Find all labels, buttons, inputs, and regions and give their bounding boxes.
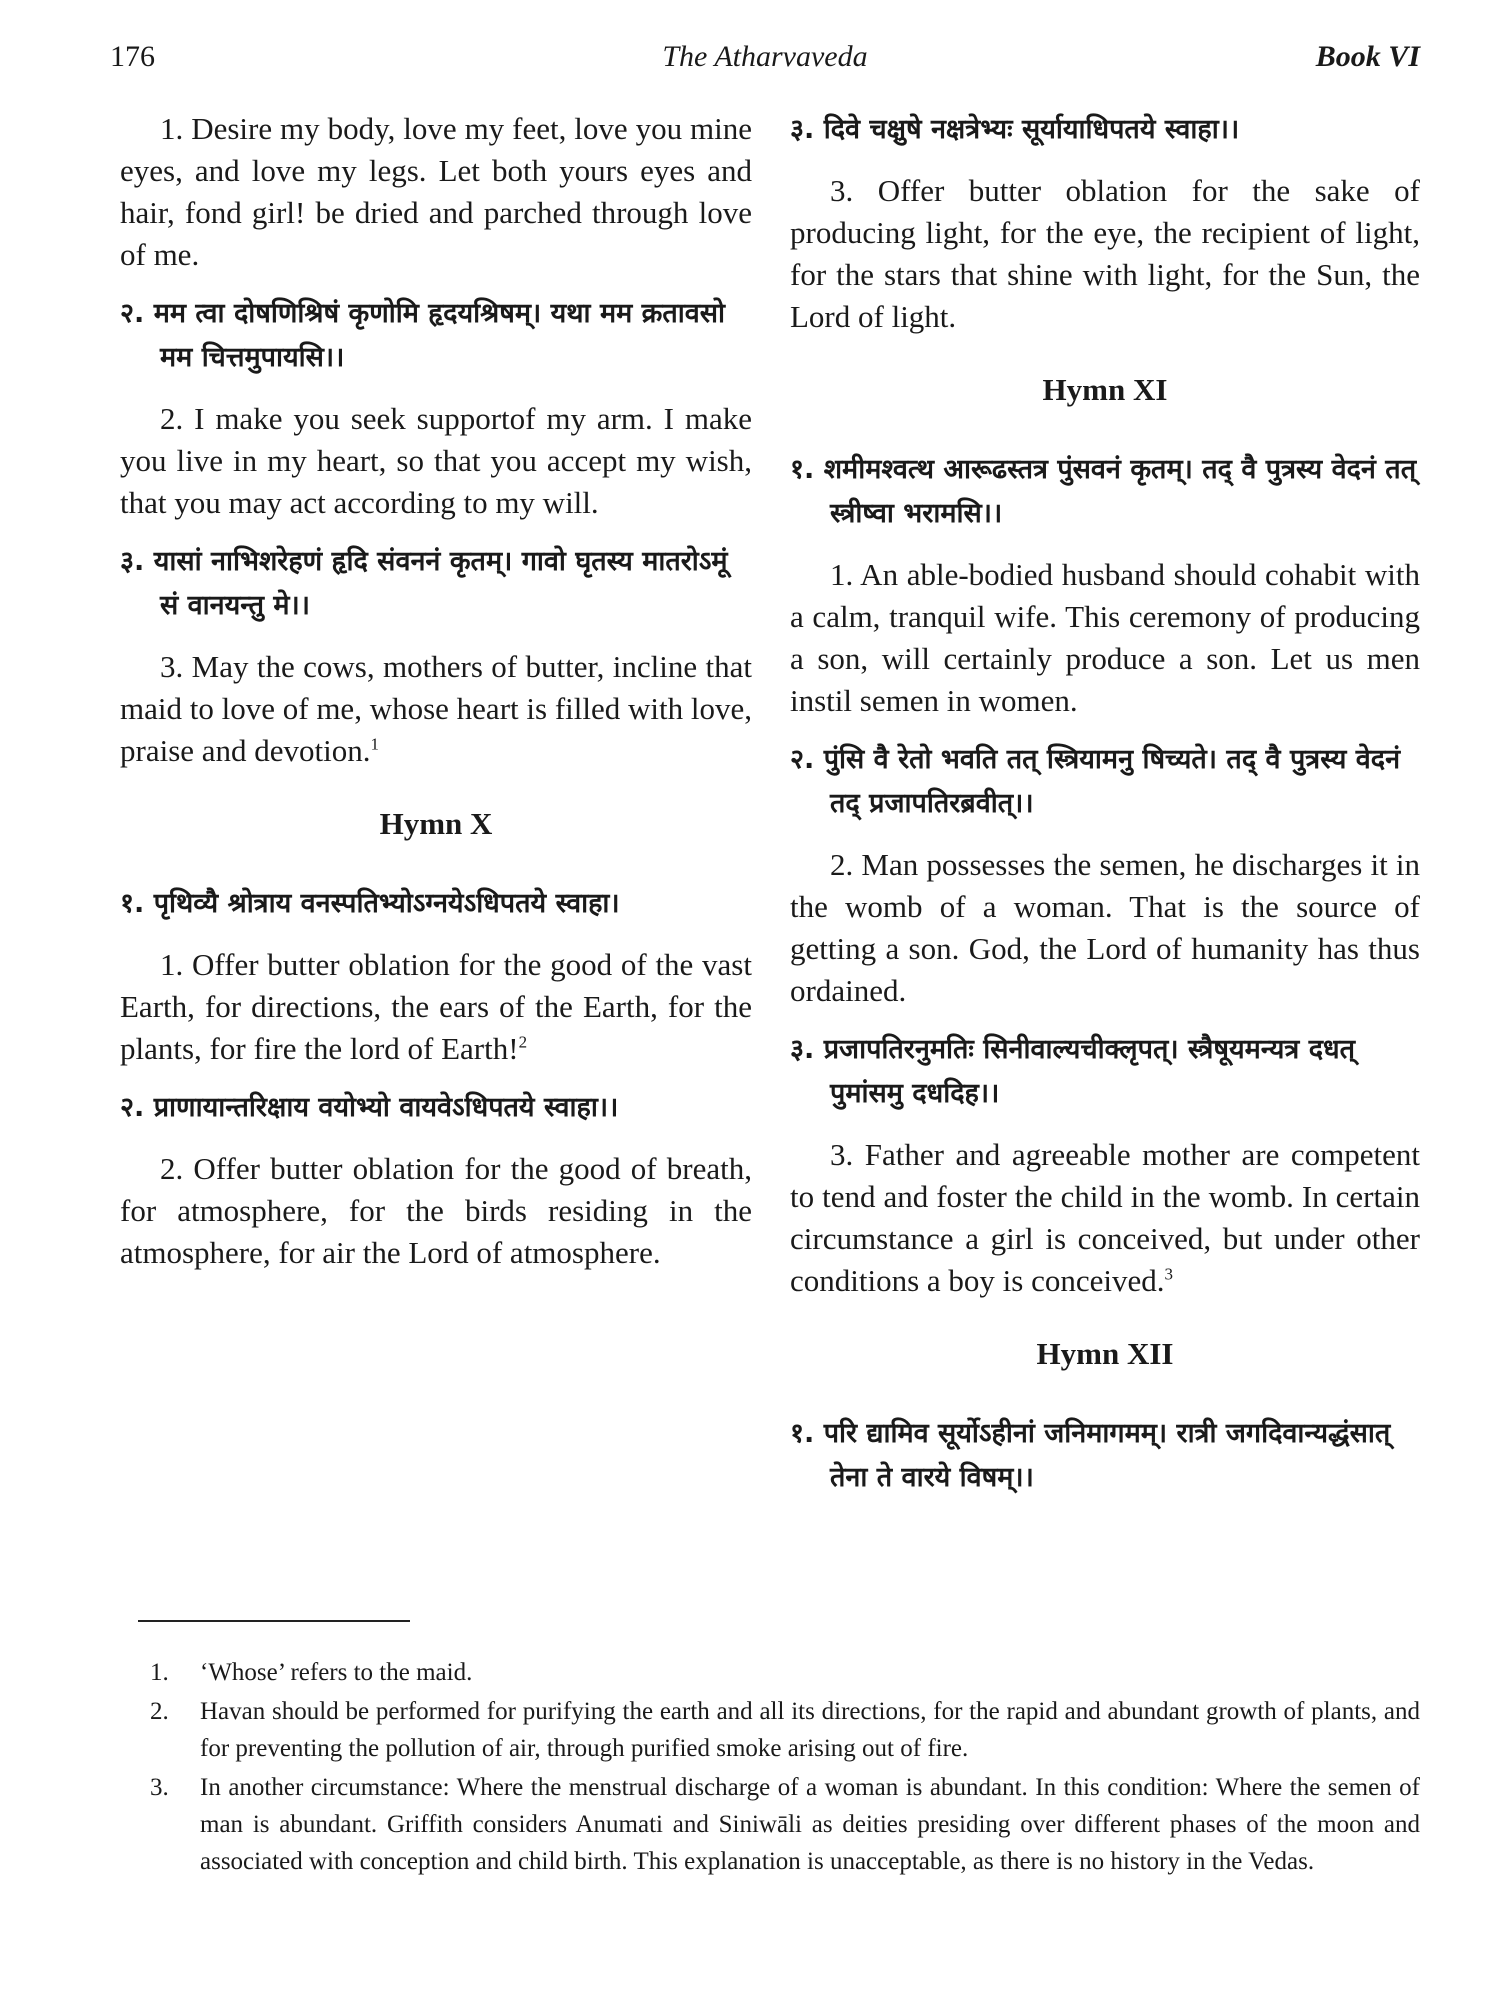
footnote-text: Havan should be performed for purifying the earth and all its directions, for the rapid and abundant growth of plants, and for preventing the pollution of air, through purified smoke arising out of fire. [200, 1698, 1420, 1762]
sanskrit-verse: २. मम त्वा दोषणिश्रिषं कृणोमि हृदयश्रिषम्। यथा मम क्रतावसो मम चित्तमुपायसि।। [120, 298, 726, 373]
translation-paragraph: 2. Offer butter oblation for the good of breath, for atmosphere, for the birds residing in the atmosphere, for air the Lord of atmosphere. [120, 1151, 752, 1270]
page-number: 176 [110, 40, 155, 73]
footnotes [150, 1654, 1420, 1882]
sanskrit-verse: १. पृथिव्यै श्रोत्राय वनस्पतिभ्योऽग्नयेऽधिपतये स्वाहा। [120, 888, 620, 919]
footnote-number: 1. [150, 1659, 169, 1686]
translation-paragraph: 2. I make you seek supportof my arm. I make you live in my heart, so that you accept my wish, that you may act according to my will. [120, 401, 752, 520]
footnote-divider [138, 1620, 410, 1622]
sanskrit-verse: २. प्राणायान्तरिक्षाय वयोभ्यो वायवेऽधिपतये स्वाहा।। [120, 1092, 619, 1123]
sanskrit-verse: ३. यासां नाभिशरेहणं हृदि संवननं कृतम्। गावो घृतस्य मातरोऽमूं सं वानयन्तु मे।। [120, 546, 728, 621]
hymn-title: Hymn XII [1036, 1336, 1174, 1371]
translation-paragraph: 1. Offer butter oblation for the good of the vast Earth, for directions, the ears of the Earth, for the plants, for fire the lord of Earth!$^2$ [120, 947, 752, 1066]
footnote-marker: 2 [518, 1032, 528, 1052]
translation-paragraph: 3. May the cows, mothers of butter, incline that maid to love of me, whose heart is filled with love, praise and devotion.$^1$ [120, 649, 752, 768]
footnote [150, 1654, 1420, 1691]
running-title: The Atharvaveda [662, 40, 868, 73]
left-column [120, 108, 752, 1290]
book-label: Book VI [1315, 40, 1420, 73]
sanskrit-verse: २. पुंसि वै रेतो भवति तत् स्त्रियामनु षिच्यते। तद् वै पुत्रस्य वेदनं तद् प्रजापतिरब्रवीत्।। [790, 744, 1401, 819]
sanskrit-verse: ३. प्रजापतिरनुमतिः सिनीवाल्यचीक्लृपत्। स्त्रैषूयमन्यत्र दधत् पुमांसमु दधदिह।। [790, 1034, 1356, 1109]
footnote-marker: 1 [370, 734, 380, 754]
translation-paragraph: 2. Man possesses the semen, he discharges it in the womb of a woman. That is the source of getting a son. God, the Lord of humanity has thus ordained. [790, 847, 1420, 1008]
sanskrit-verse: १. परि द्यामिव सूर्योऽहीनां जनिमागमम्। रात्री जगदिवान्यद्धंसात् तेना ते वारये विषम्।। [790, 1418, 1391, 1493]
footnote-number: 2. [150, 1698, 169, 1725]
hymn-title: Hymn X [379, 806, 493, 841]
hymn-title: Hymn XI [1042, 372, 1168, 407]
footnote [150, 1693, 1420, 1767]
right-column [790, 108, 1420, 1518]
page-header [110, 40, 1420, 90]
footnote-marker: 3 [1164, 1264, 1173, 1284]
footnote [150, 1769, 1420, 1880]
translation-paragraph: 1. An able-bodied husband should cohabit with a calm, tranquil wife. This ceremony of producing a son, will certainly produce a son. Let us men instil semen in women. [790, 557, 1420, 718]
footnote-text: In another circumstance: Where the menstrual discharge of a woman is abundant. In this condition: Where the semen of man is abundant. Griffith considers Anumati and Siniwāli as deities presiding over different phases of the moon and associated with conception and child birth. This explanation is unacceptable, as there is no history in the Vedas. [200, 1774, 1420, 1875]
translation-paragraph: 1. Desire my body, love my feet, love you mine eyes, and love my legs. Let both yours eyes and hair, fond girl! be dried and parched through love of me. [120, 111, 752, 272]
footnote-text: ‘Whose’ refers to the maid. [200, 1659, 473, 1686]
translation-paragraph: 3. Father and agreeable mother are competent to tend and foster the child in the womb. In certain circumstance a girl is conceived, but under other conditions a boy is conceived.$^3$ [790, 1137, 1420, 1298]
footnote-number: 3. [150, 1774, 169, 1801]
sanskrit-verse: १. शमीमश्वत्थ आरूढस्तत्र पुंसवनं कृतम्। तद् वै पुत्रस्य वेदनं तत् स्त्रीष्वा भरामसि।। [790, 454, 1417, 529]
translation-paragraph: 3. Offer butter oblation for the sake of producing light, for the eye, the recipient of light, for the stars that shine with light, for the Sun, the Lord of light. [790, 173, 1420, 334]
sanskrit-verse: ३. दिवे चक्षुषे नक्षत्रेभ्यः सूर्यायाधिपतये स्वाहा।। [790, 114, 1240, 145]
